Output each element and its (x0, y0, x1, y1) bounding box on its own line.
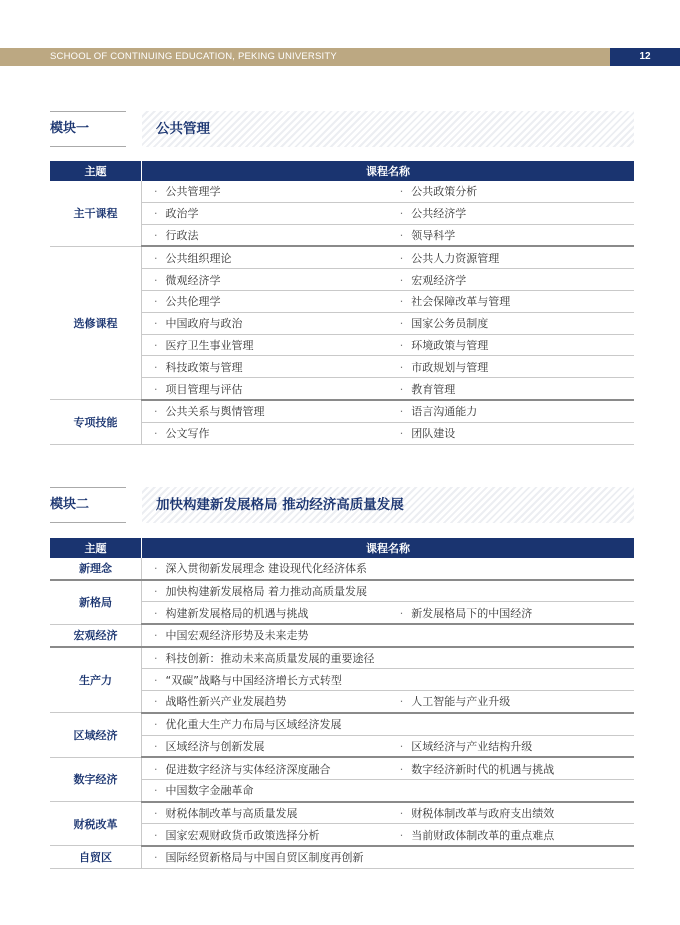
course-cell (388, 202, 634, 224)
course-name: 公共伦理学 (165, 295, 221, 309)
course-cell (142, 647, 635, 669)
course-name: 项目管理与评估 (165, 382, 243, 396)
course-name: 深入贯彻新发展理念 建设现代化经济体系 (165, 562, 367, 576)
bullet-dot: · (154, 273, 158, 287)
course-cell (142, 757, 388, 779)
column-header-courses: 课程名称 (142, 161, 635, 181)
subject-cell: 新理念 (50, 558, 142, 580)
bullet-dot: · (154, 207, 158, 221)
course-cell (142, 735, 388, 757)
course-cell (142, 224, 388, 246)
table-row (50, 400, 634, 422)
course-cell (142, 202, 388, 224)
bullet-dot: · (154, 405, 158, 419)
bullet-dot: · (154, 382, 158, 396)
bullet-dot: · (154, 629, 158, 643)
course-cell (388, 378, 634, 400)
module-1-label: 模块一 (50, 111, 126, 147)
bullet-dot: · (399, 806, 404, 820)
table-row (50, 757, 634, 779)
module-2-heading (50, 487, 634, 523)
course-cell (142, 691, 388, 713)
course-cell (142, 846, 635, 868)
bullet-dot: · (154, 828, 158, 842)
course-name: 国家宏观财政货币政策选择分析 (165, 828, 320, 842)
bullet-dot: · (154, 317, 158, 331)
course-name: 战略性新兴产业发展趋势 (165, 695, 287, 709)
bullet-dot: · (154, 338, 158, 352)
course-name: 团队建设 (411, 427, 456, 441)
bullet-dot: · (399, 695, 404, 709)
course-name: 公共组织理论 (165, 251, 232, 265)
course-name: 中国宏观经济形势及未来走势 (165, 629, 309, 643)
module-1-heading (50, 111, 634, 147)
bullet-dot: · (399, 606, 404, 620)
course-cell (388, 422, 634, 444)
course-name: 语言沟通能力 (411, 405, 478, 419)
course-name: 公共政策分析 (411, 185, 478, 199)
table-row (50, 181, 634, 202)
subject-cell: 选修课程 (50, 246, 142, 400)
bullet-dot: · (399, 360, 404, 374)
bullet-dot: · (154, 739, 158, 753)
bullet-dot: · (399, 228, 404, 242)
course-cell (388, 334, 634, 356)
course-name: “双碳”战略与中国经济增长方式转型 (165, 673, 342, 687)
course-cell (388, 181, 634, 202)
subject-cell: 新格局 (50, 580, 142, 624)
bullet-dot: · (154, 295, 158, 309)
course-cell (142, 312, 388, 334)
bullet-dot: · (154, 762, 158, 776)
course-name: 中国政府与政治 (165, 317, 243, 331)
subject-cell: 主干课程 (50, 181, 142, 246)
table-row (50, 624, 634, 647)
bullet-dot: · (399, 207, 404, 221)
course-cell (142, 356, 388, 378)
course-name: 科技创新：推动未来高质量发展的重要途径 (165, 652, 375, 666)
bullet-dot: · (154, 695, 158, 709)
course-name: 优化重大生产力布局与区域经济发展 (165, 718, 342, 732)
bullet-dot: · (154, 652, 158, 666)
course-cell (142, 779, 635, 801)
bullet-dot: · (399, 405, 404, 419)
course-name: 财税体制改革与政府支出绩效 (411, 806, 555, 820)
school-name: SCHOOL OF CONTINUING EDUCATION, PEKING UNIVERSITY (50, 51, 337, 62)
bullet-dot: · (399, 382, 404, 396)
course-name: 新发展格局下的中国经济 (411, 606, 533, 620)
course-cell (142, 334, 388, 356)
course-name: 行政法 (165, 228, 199, 242)
course-cell (388, 224, 634, 246)
course-cell (142, 246, 388, 268)
course-name: 公文写作 (165, 427, 210, 441)
course-name: 国家公务员制度 (411, 317, 489, 331)
course-name: 环境政策与管理 (411, 338, 489, 352)
module-2-table (50, 538, 634, 869)
course-name: 促进数字经济与实体经济深度融合 (165, 762, 331, 776)
course-name: 公共经济学 (411, 207, 467, 221)
course-cell (142, 624, 635, 647)
bullet-dot: · (399, 739, 404, 753)
course-name: 宏观经济学 (411, 273, 467, 287)
course-name: 财税体制改革与高质量发展 (165, 806, 298, 820)
bullet-dot: · (154, 673, 158, 687)
bullet-dot: · (399, 295, 404, 309)
bullet-dot: · (399, 251, 404, 265)
course-name: 医疗卫生事业管理 (165, 338, 254, 352)
course-name: 教育管理 (411, 382, 456, 396)
table-row (50, 558, 634, 580)
subject-cell: 宏观经济 (50, 624, 142, 647)
course-name: 公共人力资源管理 (411, 251, 500, 265)
table-row (50, 802, 634, 824)
course-name: 科技政策与管理 (165, 360, 243, 374)
course-name: 加快构建新发展格局 着力推动高质量发展 (165, 585, 367, 599)
course-cell (388, 735, 634, 757)
module-1-title: 公共管理 (156, 121, 210, 137)
course-cell (142, 824, 388, 846)
course-cell (142, 580, 635, 602)
subject-cell: 自贸区 (50, 846, 142, 868)
bullet-dot: · (399, 317, 404, 331)
course-cell (142, 602, 388, 624)
bullet-dot: · (154, 851, 158, 865)
course-name: 当前财政体制改革的重点难点 (411, 828, 555, 842)
course-name: 数字经济新时代的机遇与挑战 (411, 762, 555, 776)
course-cell (142, 290, 388, 312)
bullet-dot: · (399, 273, 404, 287)
column-header-subject: 主题 (50, 161, 142, 181)
course-cell (388, 400, 634, 422)
course-cell (388, 312, 634, 334)
course-cell (142, 669, 635, 691)
course-cell (142, 802, 388, 824)
bullet-dot: · (154, 562, 158, 576)
module-2-title-box (142, 487, 634, 523)
course-cell (388, 246, 634, 268)
table-row (50, 846, 634, 868)
course-name: 人工智能与产业升级 (411, 695, 511, 709)
course-name: 中国数字金融革命 (165, 784, 254, 798)
course-name: 区域经济与产业结构升级 (411, 739, 533, 753)
table-row (50, 647, 634, 669)
course-cell (388, 602, 634, 624)
subject-cell: 生产力 (50, 647, 142, 713)
subject-cell: 财税改革 (50, 802, 142, 846)
page-number: 12 (610, 48, 680, 66)
course-cell (142, 558, 635, 580)
course-name: 微观经济学 (165, 273, 221, 287)
bullet-dot: · (399, 828, 404, 842)
table-row (50, 713, 634, 735)
course-name: 公共关系与舆情管理 (165, 405, 265, 419)
bullet-dot: · (399, 185, 404, 199)
module-1-table (50, 161, 634, 445)
bullet-dot: · (154, 427, 158, 441)
bullet-dot: · (154, 185, 158, 199)
course-name: 公共管理学 (165, 185, 221, 199)
course-cell (142, 269, 388, 291)
bullet-dot: · (399, 338, 404, 352)
bullet-dot: · (154, 784, 158, 798)
course-cell (142, 400, 388, 422)
subject-cell: 专项技能 (50, 400, 142, 444)
course-cell (388, 757, 634, 779)
module-2-label: 模块二 (50, 487, 126, 523)
course-name: 国际经贸新格局与中国自贸区制度再创新 (165, 851, 364, 865)
module-2-title: 加快构建新发展格局 推动经济高质量发展 (156, 497, 404, 513)
subject-cell: 数字经济 (50, 757, 142, 801)
course-name: 区域经济与创新发展 (165, 739, 265, 753)
bullet-dot: · (154, 251, 158, 265)
course-cell (388, 356, 634, 378)
header-bar (0, 48, 680, 66)
course-cell (142, 378, 388, 400)
course-name: 政治学 (165, 207, 199, 221)
bullet-dot: · (154, 360, 158, 374)
bullet-dot: · (154, 806, 158, 820)
course-cell (388, 290, 634, 312)
bullet-dot: · (154, 228, 158, 242)
course-name: 市政规划与管理 (411, 360, 489, 374)
course-cell (388, 824, 634, 846)
course-cell (388, 269, 634, 291)
bullet-dot: · (154, 718, 158, 732)
course-name: 领导科学 (411, 228, 456, 242)
column-header-courses: 课程名称 (142, 538, 635, 558)
bullet-dot: · (399, 427, 404, 441)
table-row (50, 580, 634, 602)
table-row (50, 246, 634, 268)
course-name: 构建新发展格局的机遇与挑战 (165, 606, 309, 620)
course-cell (388, 802, 634, 824)
bullet-dot: · (154, 585, 158, 599)
course-cell (142, 422, 388, 444)
bullet-dot: · (154, 606, 158, 620)
module-1-title-box (142, 111, 634, 147)
course-cell (142, 713, 635, 735)
course-cell (142, 181, 388, 202)
column-header-subject: 主题 (50, 538, 142, 558)
bullet-dot: · (399, 762, 404, 776)
subject-cell: 区域经济 (50, 713, 142, 757)
course-cell (388, 691, 634, 713)
course-name: 社会保障改革与管理 (411, 295, 511, 309)
